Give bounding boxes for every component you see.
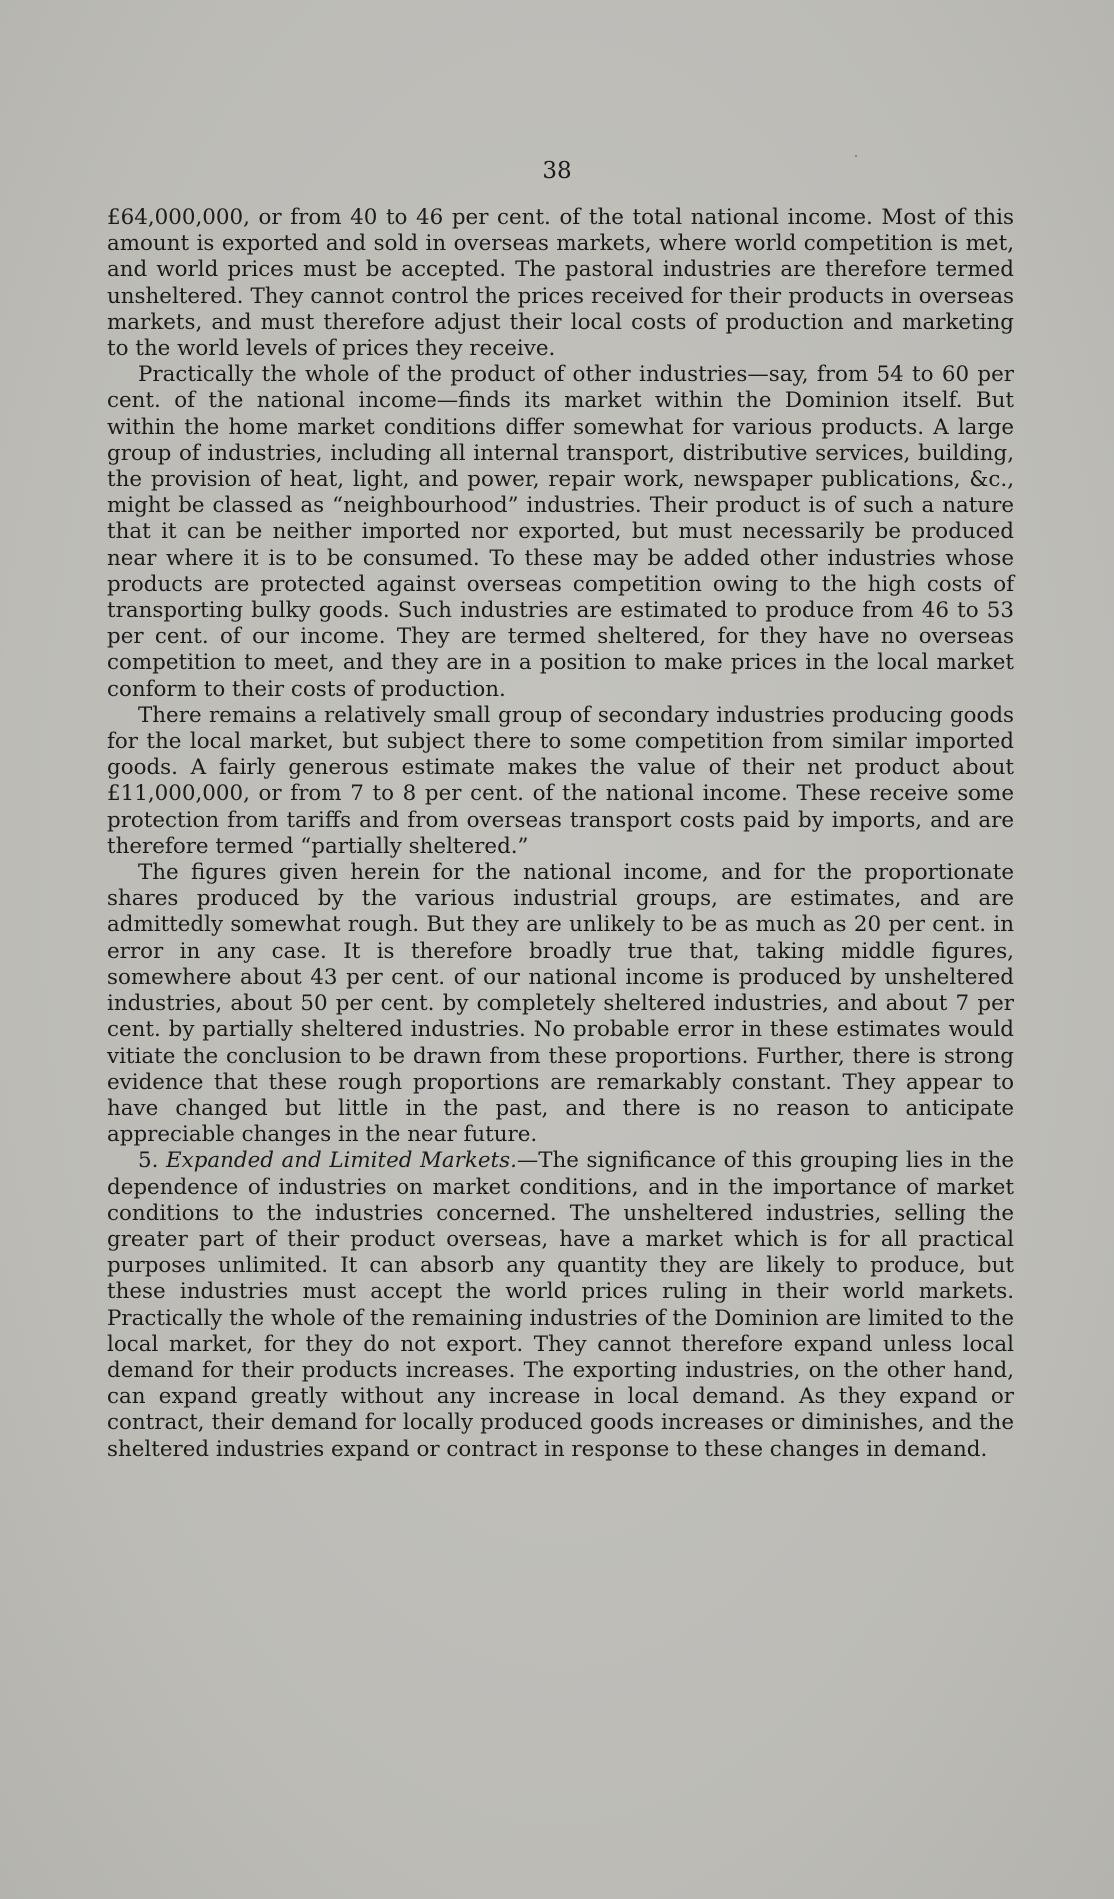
paragraph-partially-sheltered: There remains a relatively small group of secondary industries producing goods for the local market, but subject there to some competition from similar imported goods. A fairly generous estimate makes the value of their net product about £11,000,000, or from 7 to 8 per cent. of the national income. These receive some protection from tariffs and from overseas transport costs paid by imports, and are therefore termed “partially sheltered.”	[107, 702, 1014, 859]
paragraph-expanded-limited-markets	[107, 1148, 1014, 1462]
body-text	[107, 205, 1014, 1463]
section-number: 5.	[138, 1148, 159, 1174]
paragraph-pastoral-income: £64,000,000, or from 40 to 46 per cent. of the total national income. Most of this amount is exported and sold in overseas markets, where world competition is met, and world prices must be accepted. The pastoral industries are therefore termed unsheltered. They cannot control the prices received for their products in overseas markets, and must therefore adjust their local costs of production and marketing to the world levels of prices they receive.	[107, 205, 1014, 362]
section-heading: Expanded and Limited Markets.	[166, 1148, 517, 1174]
page-number: 38	[542, 158, 572, 184]
paragraph-sheltered-industries: Practically the whole of the product of other industries—say, from 54 to 60 per cent. of the national income—finds its market within the Dominion itself. But within the home market conditions differ somewhat for various products. A large group of industries, including all internal transport, distributive services, building, the provision of heat, light, and power, repair work, newspaper publications, &c., might be classed as “neighbourhood” industries. Their product is of such a nature that it can be neither imported nor exported, but must necessarily be produced near where it is to be consumed. To these may be added other industries whose products are protected against overseas competition owing to the high costs of transporting bulky goods. Such industries are estimated to produce from 46 to 53 per cent. of our income. They are termed sheltered, for they have no overseas competition to meet, and they are in a position to make prices in the local market conform to their costs of production.	[107, 362, 1014, 702]
paragraph-estimates: The figures given herein for the national income, and for the proportionate shares produced by the various industrial groups, are estimates, and are admittedly somewhat rough. But they are unlikely to be as much as 20 per cent. in error in any case. It is therefore broadly true that, taking middle figures, somewhere about 43 per cent. of our national income is produced by unsheltered industries, about 50 per cent. by completely sheltered industries, and about 7 per cent. by partially sheltered industries. No probable error in these estimates would vitiate the conclusion to be drawn from these proportions. Further, there is strong evidence that these rough proportions are remarkably constant. They appear to have changed but little in the past, and there is no reason to anticipate appreciable changes in the near future.	[107, 860, 1014, 1148]
section-body: —The significance of this grouping lies in the dependence of industries on market conditions, and in the importance of market conditions to the industries concerned. The unsheltered industries, selling the greater part of their product overseas, have a market which is for all practical purposes unlimited. It can absorb any quantity they are likely to produce, but these industries must accept the world prices ruling in their world markets. Practically the whole of the remaining industries of the Dominion are limited to the local market, for they do not export. They cannot therefore expand unless local demand for their products increases. The exporting industries, on the other hand, can expand greatly without any increase in local demand. As they expand or contract, their demand for locally produced goods increases or diminishes, and the sheltered industries expand or contract in response to these changes in demand.	[107, 1148, 1014, 1462]
